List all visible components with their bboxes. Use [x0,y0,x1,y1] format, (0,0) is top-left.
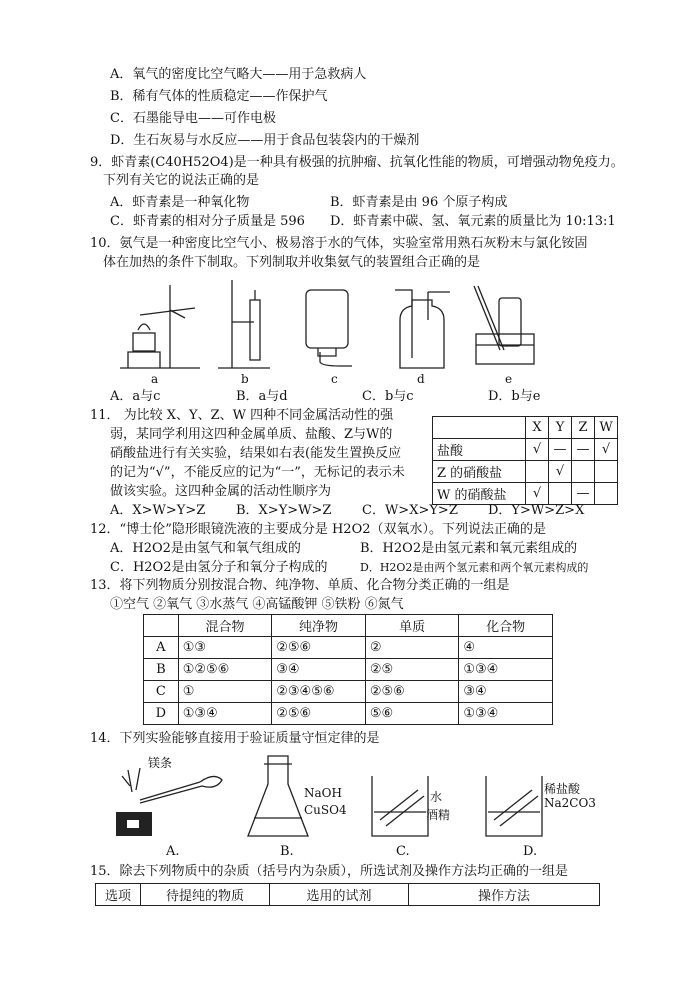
table-cell: ②⑤⑥ [365,681,459,703]
table-row [144,659,553,681]
q11-option-c: C．W>X>Y>Z [362,503,458,518]
q14-water-label: 水 [430,790,443,804]
q14-stem: 14．下列实验能够直接用于验证质量守恒定律的是 [90,731,380,746]
q12-option-c: C．H2O2是由氢分子和氧分子构成的 [110,560,328,575]
q10-option-c: C．b与c [362,389,414,404]
q10-stem-line2: 体在加热的条件下制取。下列制取并收集氨气的装置组合正确的是 [103,255,481,270]
q15-stem: 15．除去下列物质中的杂质（括号内为杂质），所选试剂及操作方法均正确的一组是 [90,864,569,879]
q11-option-a: A．X>W>Y>Z [110,503,206,518]
table-cell: ①②⑤⑥ [178,659,272,681]
q14-option-c: C. [396,844,410,859]
experiment-a [116,768,222,836]
table-cell: ②⑤⑥ [272,637,366,659]
table-cell: A [144,637,179,659]
q12-option-a: A．H2O2是由氢气和氧气组成的 [110,541,301,556]
table-row [433,417,618,439]
q12-option-b: B．H2O2是由氢元素和氧元素组成的 [360,541,578,556]
table-cell: W 的硝酸盐 [433,483,526,505]
q9-stem-line2: 下列有关它的说法正确的是 [103,173,260,188]
table-cell: B [144,659,179,681]
table-cell: ②⑤ [365,659,459,681]
q14-option-a: A. [166,844,180,859]
table-row [433,439,618,461]
table-cell: C [144,681,179,703]
table-cell: ①③④ [178,703,272,725]
table-cell: ①③ [178,637,272,659]
table-cell [526,461,549,483]
q11-stem-line3: 硝酸盐进行有关实验，结果如右表(能发生置换反应 [110,446,402,461]
apparatus-c [306,290,352,366]
table-row [433,461,618,483]
table-cell: ②③④⑤⑥ [272,681,366,703]
table-cell: ①③④ [459,703,553,725]
table-row [96,884,600,906]
q10-label-a: a [151,372,159,386]
table-cell: 操作方法 [409,884,600,906]
q11-stem-line1: 11． 为比较 X、Y、Z、W 四种不同金属活动性的强 [90,408,394,423]
q9-option-c: C．虾青素的相对分子质量是 596 [110,214,305,229]
table-cell: Y [549,417,572,439]
q11-stem-line2: 弱，某同学利用这四种金属单质、盐酸、Z与W的 [110,427,393,442]
q8-option-a: A．氧气的密度比空气略大——用于急救病人 [110,67,367,82]
table-row [144,615,553,637]
table-row [144,681,553,703]
table-cell: W [595,417,618,439]
table-cell: ② [365,637,459,659]
table-cell [572,461,595,483]
table-cell: — [572,439,595,461]
q9-option-d: D．虾青素中碳、氢、氧元素的质量比为 10:13:1 [330,214,616,229]
q11-stem-line4: 的记为“√”，不能反应的记为“一”，无标记的表示未 [110,465,405,480]
q13-items: ①空气 ②氧气 ③水蒸气 ④高锰酸钾 ⑤铁粉 ⑥氮气 [110,597,404,612]
table-cell: — [549,439,572,461]
q9-option-a: A．虾青素是一种氧化物 [110,195,250,210]
q13-stem: 13．将下列物质分别按混合物、纯净物、单质、化合物分类正确的一组是 [90,578,510,593]
apparatus-d [395,290,450,368]
table-cell: X [526,417,549,439]
experiment-c [372,776,428,836]
table-row [144,703,553,725]
table-cell: Z 的硝酸盐 [433,461,526,483]
q10-label-e: e [505,372,513,386]
q8-option-c: C．石墨能导电——可作电极 [110,111,276,126]
table-cell: 化合物 [459,615,553,637]
table-cell: 混合物 [178,615,272,637]
q13-classification-table [143,614,553,725]
apparatus-a [120,285,200,368]
table-cell: 盐酸 [433,439,526,461]
table-cell [433,417,526,439]
table-cell [595,461,618,483]
table-cell [595,483,618,505]
q14-cuso4-label: CuSO4 [304,803,347,817]
table-cell: √ [595,439,618,461]
q14-hcl-label: 稀盐酸 [544,782,581,796]
q14-naoh-label: NaOH [304,786,342,800]
table-cell: ②⑤⑥ [272,703,366,725]
q14-option-d: D. [523,844,538,859]
q10-option-b: B．a与d [236,389,288,404]
table-cell: 选用的试剂 [270,884,409,906]
table-cell: ① [178,681,272,703]
table-row [144,637,553,659]
q15-table [95,883,600,906]
experiment-d [486,776,542,836]
table-cell: 单质 [365,615,459,637]
apparatus-b [218,280,270,368]
table-cell: 选项 [96,884,141,906]
experiment-b [248,756,308,836]
table-cell: ⑤⑥ [365,703,459,725]
q11-result-table [432,416,618,505]
q9-stem-line1: 9．虾青素(C40H52O4)是一种具有极强的抗肿瘤、抗氧化性能的物质，可增强动物免疫力。 [90,155,624,170]
q10-label-c: c [331,372,338,386]
table-cell: √ [526,483,549,505]
q10-stem-line1: 10．氨气是一种密度比空气小、极易溶于水的气体，实验室常用熟石灰粉末与氯化铵固 [90,236,588,251]
table-cell: ①③④ [459,659,553,681]
q11-stem-line5: 做该实验。这四种金属的活动性顺序为 [110,484,332,499]
table-cell [144,615,179,637]
table-cell: D [144,703,179,725]
q10-option-d: D．b与e [488,389,541,404]
q14-alcohol-label: 酒精 [426,808,451,822]
q8-option-d: D．生石灰易与水反应——用于食品包装袋内的干燥剂 [110,133,420,148]
table-cell: ④ [459,637,553,659]
q10-label-d: d [417,372,425,386]
table-cell: √ [549,461,572,483]
q10-label-b: b [241,372,249,386]
table-cell: √ [526,439,549,461]
q12-option-d: D．H2O2是由两个氢元素和两个氧元素构成的 [360,561,589,574]
q14-na2co3-label: Na2CO3 [544,796,596,810]
q11-option-d: D．Y>W>Z>X [488,503,585,518]
q14-option-b: B. [280,844,294,859]
q14-mg-label: 镁条 [148,756,173,770]
table-cell: 待提纯的物质 [141,884,270,906]
table-cell: Z [572,417,595,439]
apparatus-e [474,286,534,364]
q11-option-b: B．X>Y>W>Z [236,503,332,518]
table-cell: ③④ [272,659,366,681]
q9-option-b: B．虾青素是由 96 个原子构成 [330,195,508,210]
table-cell: 纯净物 [272,615,366,637]
table-cell: ③④ [459,681,553,703]
q10-option-a: A．a与c [110,389,161,404]
q12-stem: 12．“博士伦”隐形眼镜洗液的主要成分是 H2O2（双氧水）。下列说法正确的是 [90,522,547,537]
table-cell: — [572,483,595,505]
q8-option-b: B．稀有气体的性质稳定——作保护气 [110,89,328,104]
